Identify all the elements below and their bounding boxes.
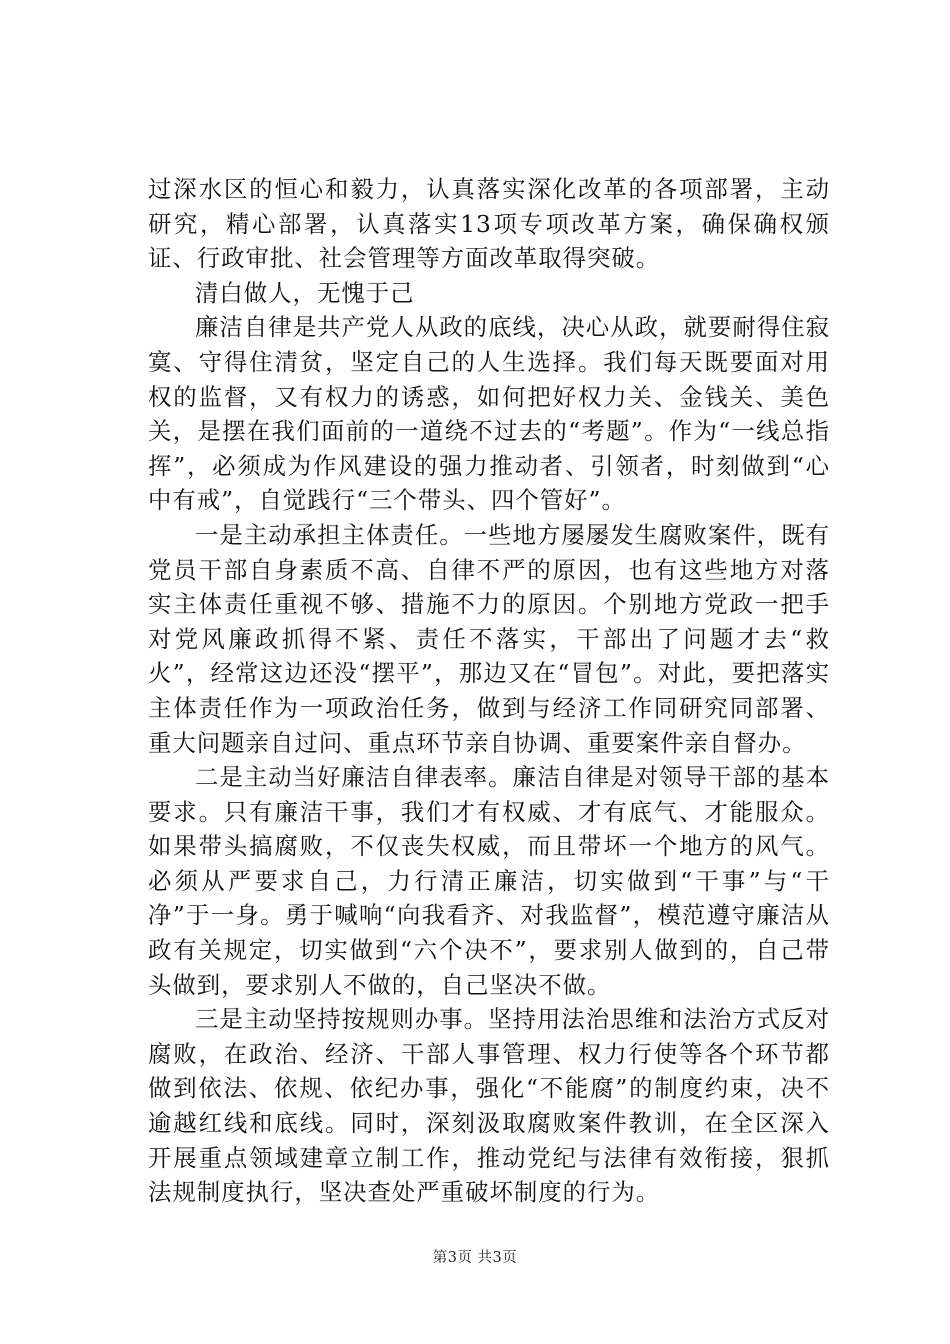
- paragraph-point-two: 二是主动当好廉洁自律表率。廉洁自律是对领导干部的基本要求。只有廉洁干事，我们才有权威、才有底气、才能服众。如果带头搞腐败，不仅丧失权威，而且带坏一个地方的风气。必须从严要求自己，力行清正廉洁，切实做到“干事”与“干净”于一身。勇于喊响“向我看齐、对我监督”，模范遵守廉洁从政有关规定，切实做到“六个决不”，要求别人做到的，自己带头做到，要求别人不做的，自己坚决不做。: [148, 763, 830, 999]
- paragraph-point-three: 三是主动坚持按规则办事。坚持用法治思维和法治方式反对腐败，在政治、经济、干部人事管理、权力行使等各个环节都做到依法、依规、依纪办事，强化“不能腐”的制度约束，决不逾越红线和底线。同时，深刻汲取腐败案件教训，在全区深入开展重点领域建章立制工作，推动党纪与法律有效衔接，狠抓法规制度执行，坚决查处严重破坏制度的行为。: [148, 1005, 830, 1207]
- paragraph-integrity: 廉洁自律是共产党人从政的底线，决心从政，就要耐得住寂寞、守得住清贫，坚定自己的人生选择。我们每天既要面对用权的监督，又有权力的诱惑，如何把好权力关、金钱关、美色关，是摆在我们面前的一道绕不过去的“考题”。作为“一线总指挥”，必须成为作风建设的强力推动者、引领者，时刻做到“心中有戒”，自觉践行“三个带头、四个管好”。: [148, 313, 830, 515]
- document-body: [148, 172, 830, 1210]
- paragraph-point-one: 一是主动承担主体责任。一些地方屡屡发生腐败案件，既有党员干部自身素质不高、自律不严的原因，也有这些地方对落实主体责任重视不够、措施不力的原因。个别地方党政一把手对党风廉政抓得不紧、责任不落实，干部出了问题才去“救火”，经常这边还没“摆平”，那边又在“冒包”。对此，要把落实主体责任作为一项政治任务，做到与经济工作同研究同部署、重大问题亲自过问、重点环节亲自协调、重要案件亲自督办。: [148, 520, 830, 757]
- page-footer: 第3页 共3页: [432, 1250, 518, 1266]
- section-heading: 清白做人，无愧于己: [195, 278, 415, 307]
- paragraph-continuation: 过深水区的恒心和毅力，认真落实深化改革的各项部署，主动研究，精心部署，认真落实13项专项改革方案，确保确权颁证、行政审批、社会管理等方面改革取得突破。: [148, 175, 830, 273]
